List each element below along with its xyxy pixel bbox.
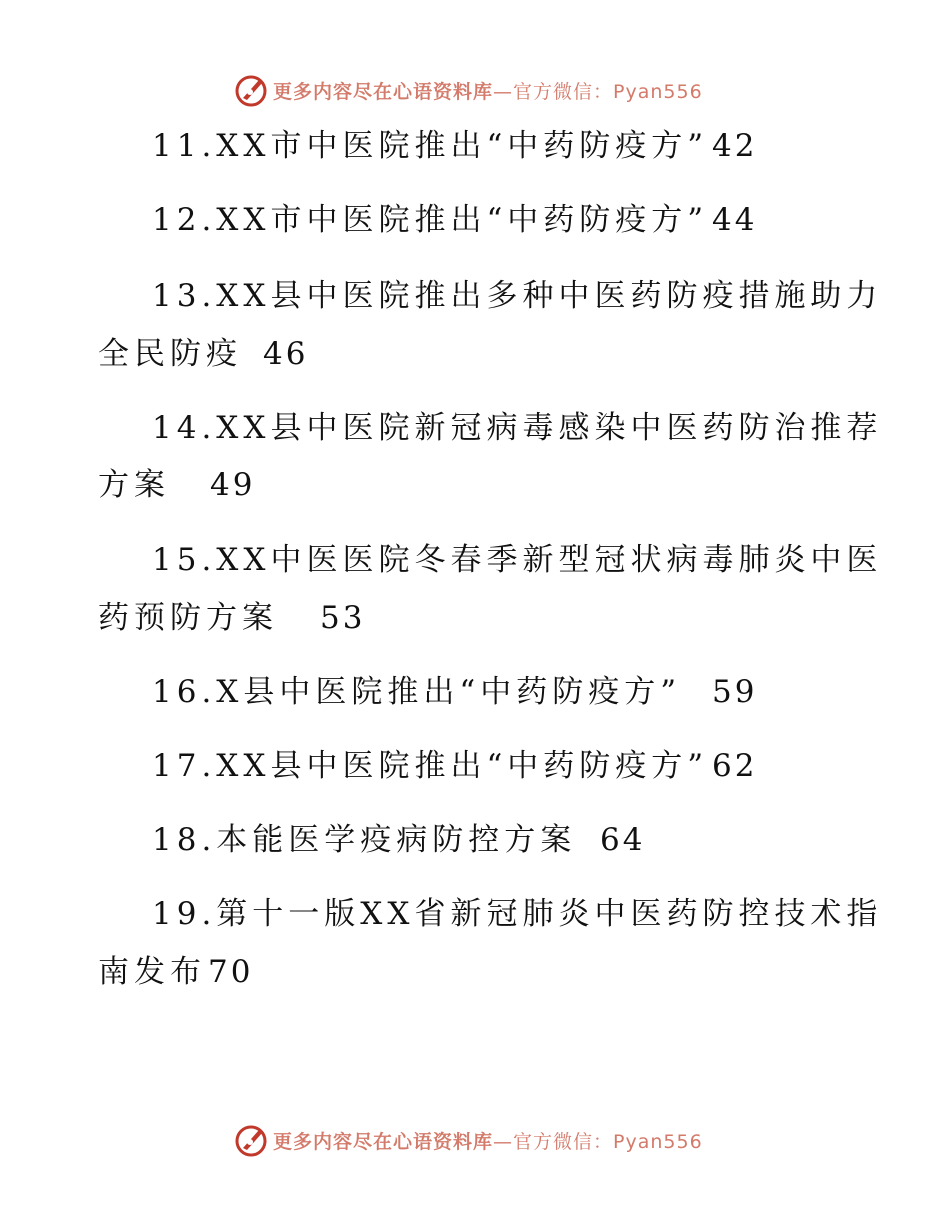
watermark-suffix: 官方微信：	[513, 1130, 614, 1153]
watermark-text	[273, 77, 703, 104]
toc-entry-11-page: 42	[712, 128, 758, 164]
toc-entry-12-page: 44	[712, 202, 758, 238]
watermark-suffix: 官方微信：	[513, 80, 614, 103]
feather-pen-seal-icon	[233, 1122, 269, 1158]
toc-entry-19-page: 70	[208, 954, 254, 990]
toc-entry-15-title: 15.XX中医医院冬春季新型冠状病毒肺炎中医	[152, 542, 883, 578]
toc-entry-13-title: 13.XX县中医院推出多种中医药防疫措施助力	[152, 278, 883, 314]
toc-entry-11-title: 11.XX市中医院推出“中药防疫方”	[152, 128, 709, 164]
toc-entry-16-page: 59	[712, 674, 758, 710]
toc-entry-15-title-cont: 药预防方案	[98, 600, 278, 636]
toc-entry-17-title: 17.XX县中医院推出“中药防疫方”	[152, 748, 709, 784]
toc-entry-13-title-cont: 全民防疫	[98, 336, 242, 372]
watermark-prefix: 更多内容尽在心语资料库	[273, 1130, 494, 1153]
feather-pen-seal-icon	[233, 72, 269, 108]
watermark-dash: —	[493, 1130, 514, 1153]
watermark-text	[273, 1127, 703, 1154]
toc-entry-12-title: 12.XX市中医院推出“中药防疫方”	[152, 202, 709, 238]
footer-watermark	[233, 1120, 713, 1160]
toc-entry-14-title-cont: 方案	[98, 467, 170, 503]
toc-entry-19-title-cont: 南发布	[98, 954, 206, 990]
watermark-dash: —	[493, 80, 514, 103]
watermark-wechat: Pyan556	[613, 1130, 703, 1153]
toc-entry-18-title: 18.本能医学疫病防控方案	[152, 822, 577, 858]
toc-entry-16-title: 16.X县中医院推出“中药防疫方”	[152, 674, 682, 710]
toc-entry-13-page: 46	[263, 336, 309, 372]
toc-entry-18-page: 64	[600, 822, 646, 858]
toc-entry-14-page: 49	[210, 467, 256, 503]
header-watermark	[233, 70, 713, 110]
watermark-prefix: 更多内容尽在心语资料库	[273, 80, 494, 103]
toc-entry-15-page: 53	[320, 600, 366, 636]
toc-entry-19-title: 19.第十一版XX省新冠肺炎中医药防控技术指	[152, 896, 883, 932]
toc-entry-14-title: 14.XX县中医院新冠病毒感染中医药防治推荐	[152, 410, 883, 446]
watermark-wechat: Pyan556	[613, 80, 703, 103]
toc-entry-17-page: 62	[712, 748, 758, 784]
